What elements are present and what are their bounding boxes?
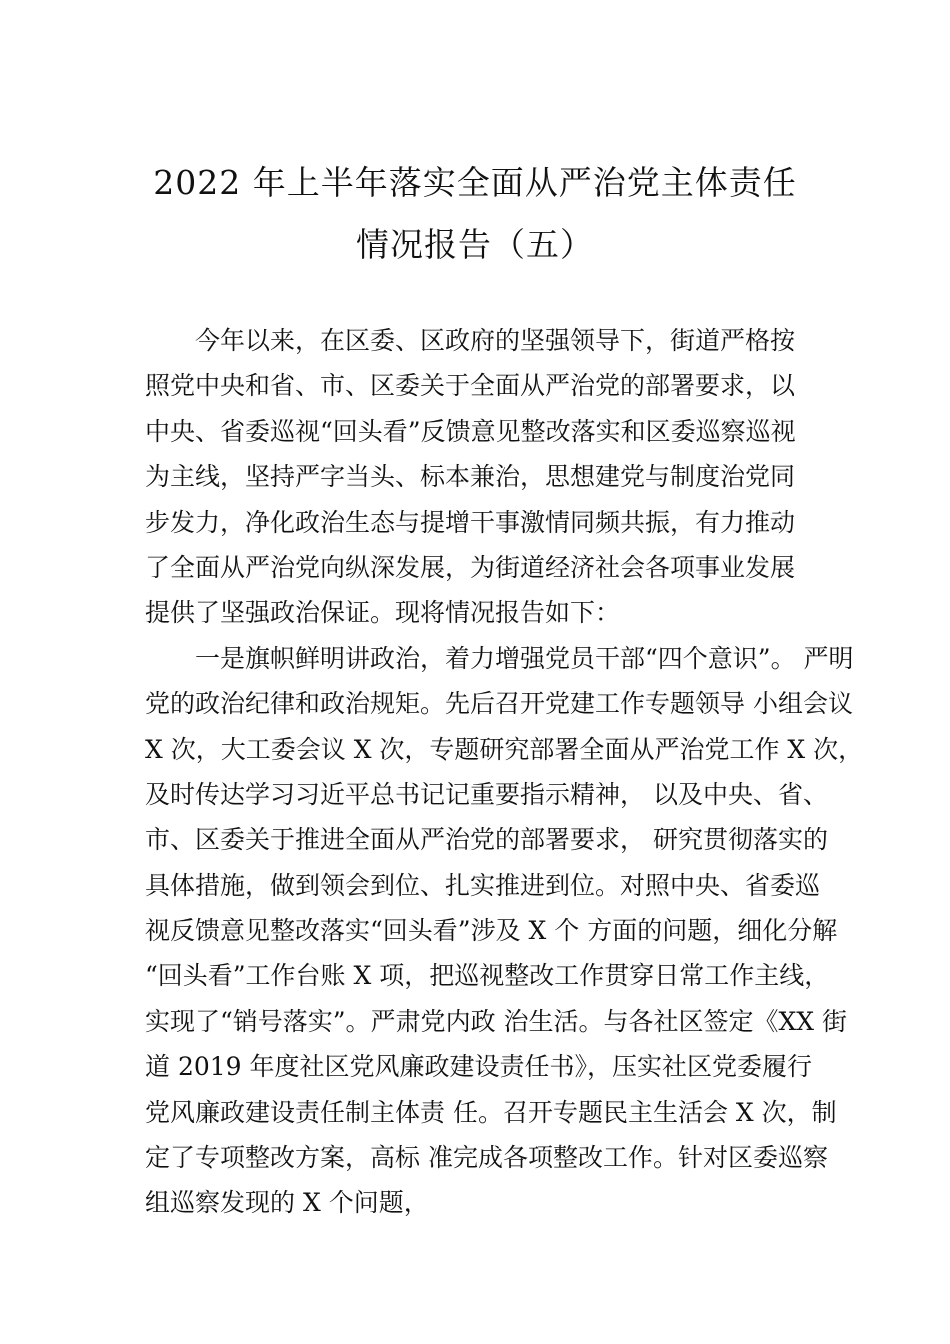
- body-line: 定了专项整改方案，高标 准完成各项整改工作。针对区委巡察: [145, 1143, 828, 1173]
- body-line: 市、区委关于推进全面从严治党的部署要求， 研究贯彻落实的: [145, 825, 828, 855]
- document-title-line-2: 情况报告（五）: [356, 225, 594, 264]
- body-line: 一是旗帜鲜明讲政治，着力增强党员干部“四个意识”。 严明: [195, 643, 854, 673]
- body-line: 党的政治纪律和政治规矩。先后召开党建工作专题领导 小组会议: [145, 689, 853, 719]
- body-line: 组巡察发现的 X 个问题，: [145, 1188, 429, 1218]
- body-line: X 次，大工委会议 X 次，专题研究部署全面从严治党工作 X 次，: [145, 734, 864, 764]
- body-line: 道 2019 年度社区党风廉政建设责任书》，压实社区党委履行: [145, 1052, 813, 1082]
- body-line: 中央、省委巡视“回头看”反馈意见整改落实和区委巡察巡视: [145, 416, 796, 446]
- body-line: 今年以来，在区委、区政府的坚强领导下，街道严格按: [195, 326, 796, 355]
- body-line: 具体措施，做到领会到位、扎实推进到位。对照中央、省委巡: [145, 870, 821, 900]
- document-title-line-1: 2022 年上半年落实全面从严治党主体责任: [153, 163, 797, 202]
- body-line: “回头看”工作台账 X 项，把巡视整改工作贯穿日常工作主线，: [145, 961, 830, 991]
- body-line: 了全面从严治党向纵深发展，为街道经济社会各项事业发展: [145, 552, 796, 582]
- body-line: 及时传达学习习近平总书记记重要指示精神， 以及中央、省、: [145, 779, 828, 809]
- body-line: 为主线，坚持严字当头、标本兼治，思想建党与制度治党同: [145, 462, 796, 492]
- document-body: [145, 318, 864, 1226]
- body-line: 党风廉政建设责任制主体责 任。召开专题民主生活会 X 次，制: [145, 1097, 837, 1127]
- body-line: 视反馈意见整改落实“回头看”涉及 X 个 方面的问题，细化分解: [145, 916, 838, 946]
- body-line: 提供了坚强政治保证。现将情况报告如下：: [145, 598, 621, 628]
- body-line: 实现了“销号落实”。严肃党内政 治生活。与各社区签定《XX 街: [145, 1006, 848, 1036]
- body-line: 步发力，净化政治生态与提增干事激情同频共振，有力推动: [145, 507, 796, 537]
- body-line: 照党中央和省、市、区委关于全面从严治党的部署要求，以: [145, 371, 796, 401]
